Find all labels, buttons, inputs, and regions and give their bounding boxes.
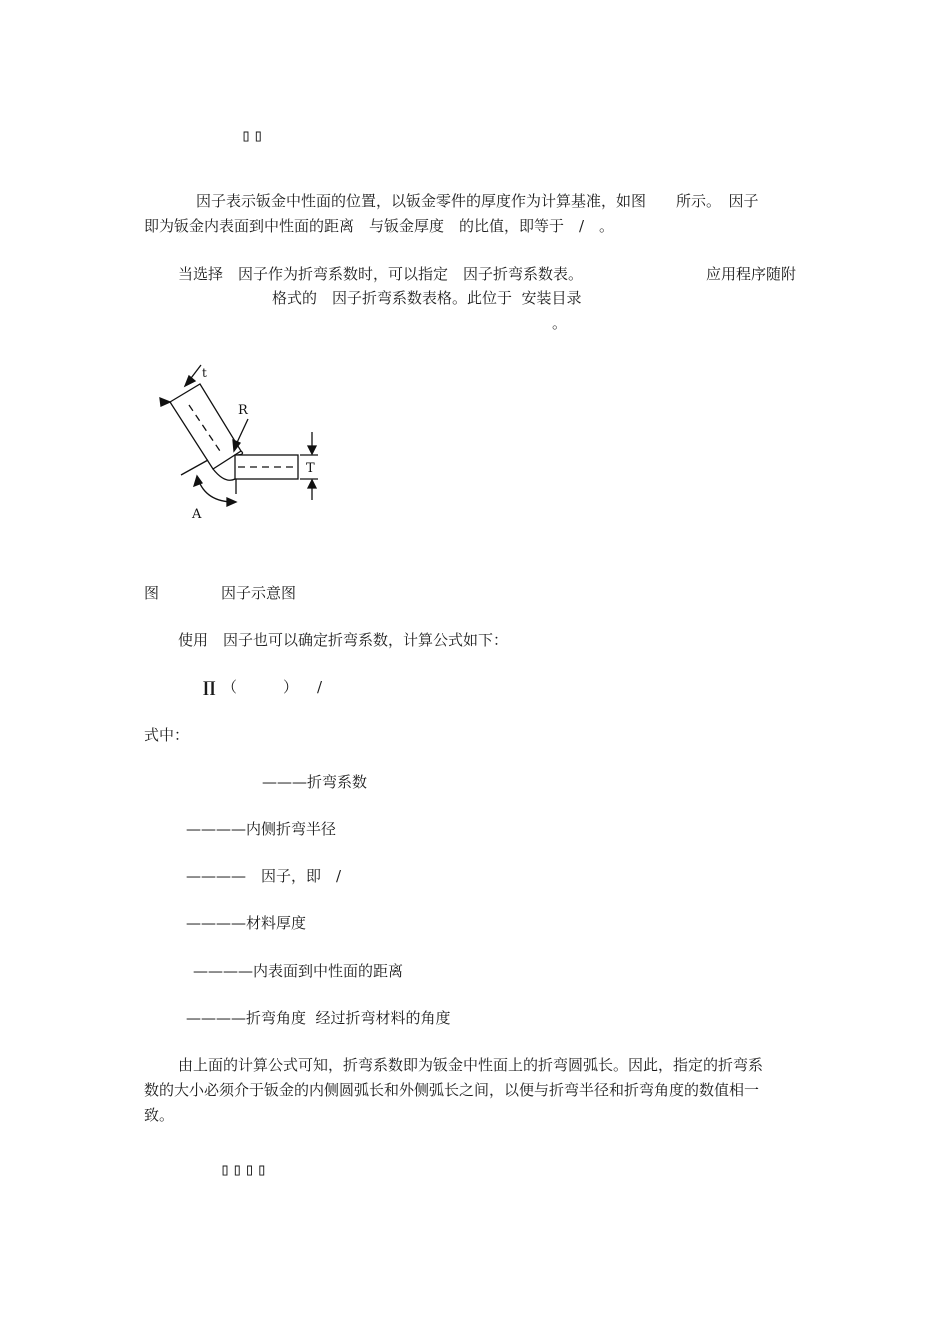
definition-bend-angle: ————折弯角度 经过折弯材料的角度 bbox=[186, 1009, 451, 1027]
formula-slash: / bbox=[317, 678, 323, 696]
definition-k-factor: ———— 因子，即 / bbox=[186, 867, 342, 885]
paragraph-2-line-1: 当选择 因子作为折弯系数时，可以指定 因子折弯系数表。 bbox=[178, 265, 584, 283]
T-top-arrow-head bbox=[308, 446, 316, 454]
label-T: T bbox=[306, 461, 315, 476]
paragraph-1-line-2: 即为钣金内表面到中性面的距离 与钣金厚度 的比值，即等于 / 。 bbox=[144, 217, 615, 235]
paragraph-1-line-1: 因子表示钣金中性面的位置，以钣金零件的厚度作为计算基准，如图 所示。 因子 bbox=[196, 192, 759, 210]
section-heading-1: ▯▯ bbox=[241, 126, 266, 146]
paragraph-3-line-1: 由上面的计算公式可知，折弯系数即为钣金中性面上的折弯圆弧长。因此，指定的折弯系 bbox=[178, 1056, 764, 1074]
angle-arrow-head-2 bbox=[227, 498, 236, 506]
definition-neutral-distance: ————内表面到中性面的距离 bbox=[193, 962, 404, 980]
bend-inner-arc bbox=[213, 469, 235, 480]
figure-caption-prefix: 图 bbox=[144, 584, 160, 602]
label-t: t bbox=[202, 366, 207, 380]
angled-flange bbox=[170, 384, 241, 469]
paragraph-2-line-3: 。 bbox=[552, 314, 568, 332]
figure-caption: 因子示意图 bbox=[221, 584, 297, 602]
t-arrow-head bbox=[185, 376, 195, 386]
definition-bend-allowance: ———折弯系数 bbox=[262, 773, 368, 791]
where-label: 式中： bbox=[144, 726, 190, 744]
definition-thickness: ————材料厚度 bbox=[186, 914, 307, 932]
T-bottom-arrow-head bbox=[308, 480, 316, 488]
angle-ref-line-1 bbox=[181, 460, 208, 475]
formula-symbol: ∏ bbox=[203, 678, 216, 696]
label-A: A bbox=[192, 507, 202, 522]
paragraph-2-line-1-right: 应用程序随附 bbox=[706, 265, 797, 283]
paragraph-3-line-2: 数的大小必须介于钣金的内侧圆弧长和外侧弧长之间，以便与折弯半径和折弯角度的数值相一 bbox=[144, 1081, 760, 1099]
section-heading-2: ▯▯▯▯ bbox=[220, 1160, 269, 1180]
definition-inner-radius: ————内侧折弯半径 bbox=[186, 820, 337, 838]
t-left-arrow-head bbox=[160, 398, 170, 406]
k-factor-diagram bbox=[150, 362, 340, 522]
paragraph-3-line-3: 致。 bbox=[144, 1106, 175, 1124]
formula-open-paren: （ bbox=[222, 678, 238, 696]
formula-intro: 使用 因子也可以确定折弯系数，计算公式如下： bbox=[178, 631, 509, 649]
formula-close-paren: ） bbox=[283, 678, 299, 696]
label-R: R bbox=[238, 403, 248, 418]
paragraph-2-line-2: 格式的 因子折弯系数表格。此位于 安装目录 bbox=[272, 289, 582, 307]
